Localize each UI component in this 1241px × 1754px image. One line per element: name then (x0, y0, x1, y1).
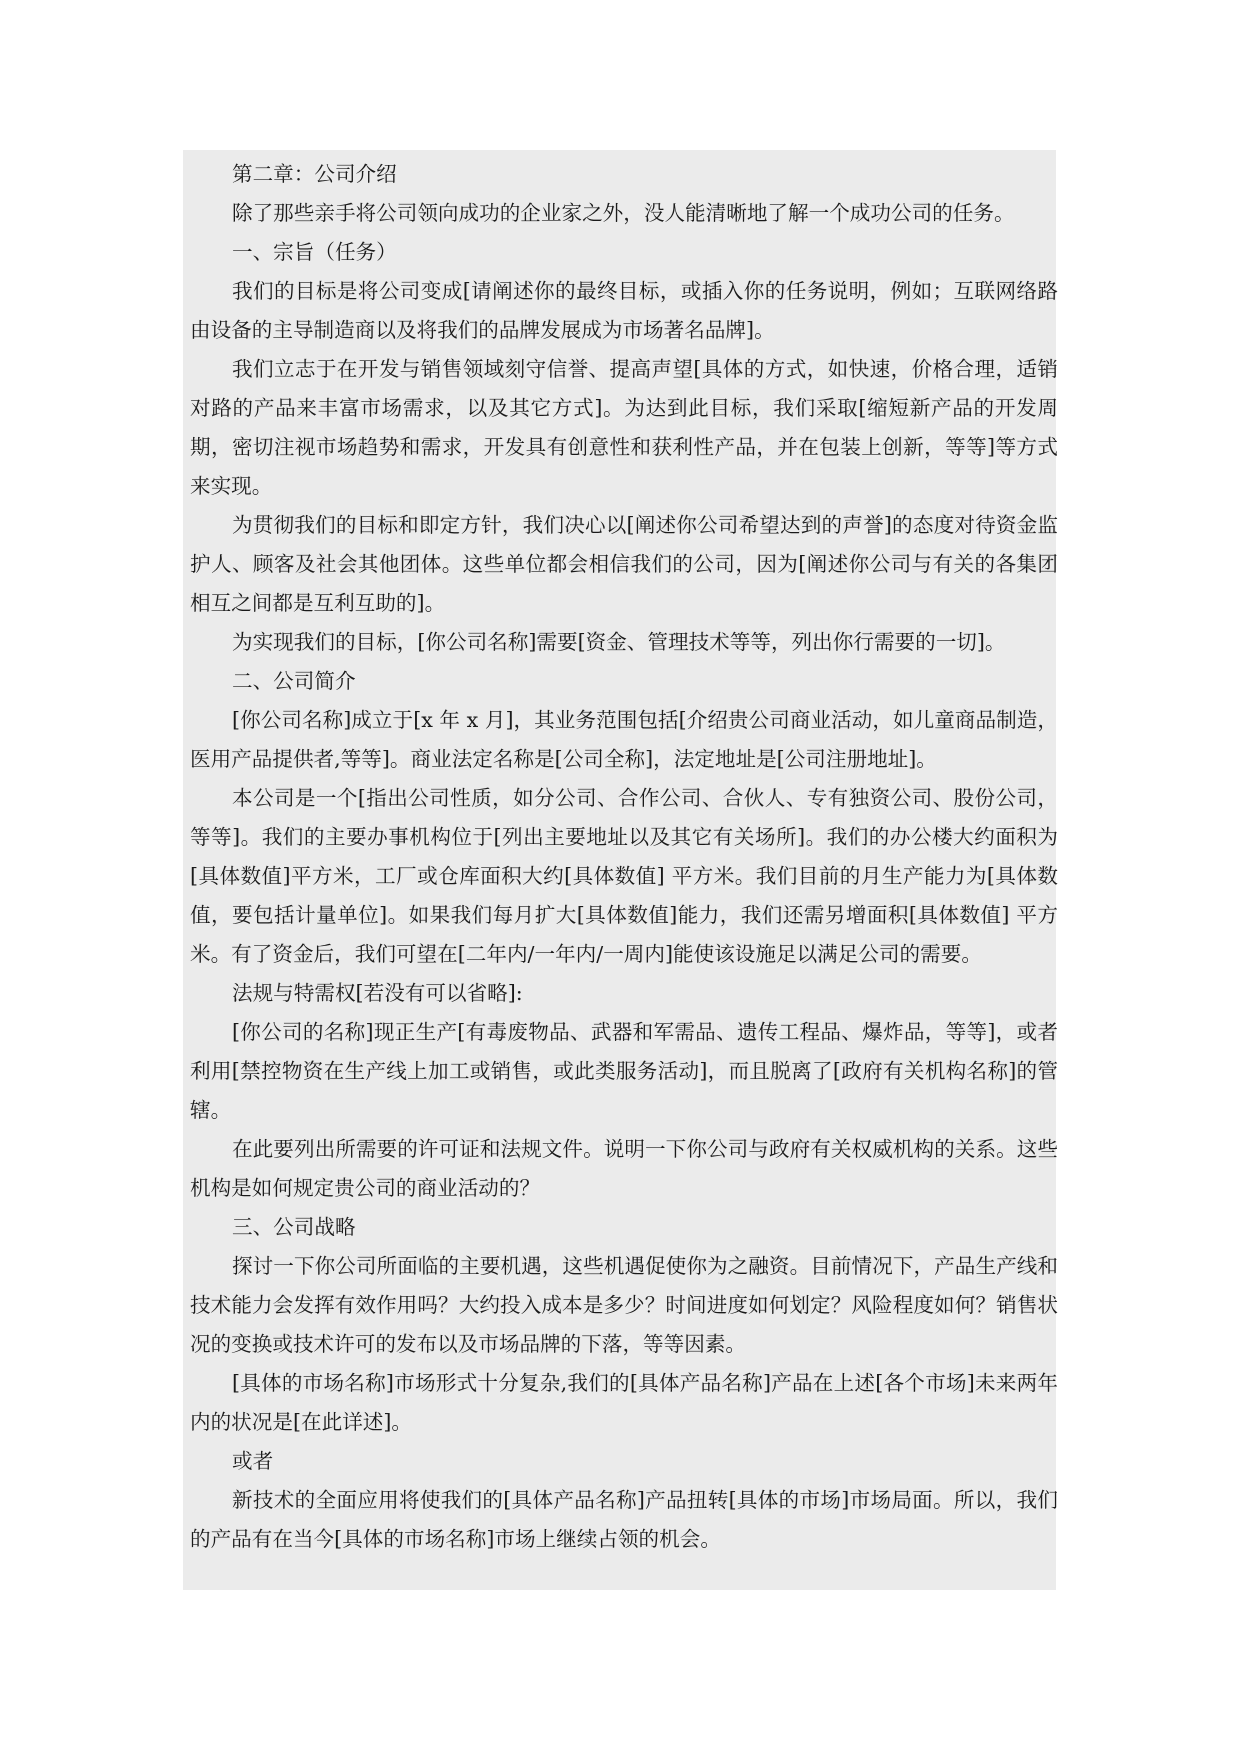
paragraph: 探讨一下你公司所面临的主要机遇，这些机遇促使你为之融资。目前情况下，产品生产线和技术能力会发挥有效作用吗？大约投入成本是多少？时间进度如何划定？风险程度如何？销售状况的变换或技术许可的发布以及市场品牌的下落，等等因素。 (190, 1254, 1058, 1356)
paragraph-or: 或者 (232, 1449, 274, 1473)
section-heading-profile: 二、公司简介 (232, 669, 356, 693)
paragraph: 为实现我们的目标，[你公司名称]需要[资金、管理技术等等，列出你行需要的一切]。 (232, 630, 1006, 654)
subheading-regulations: 法规与特需权[若没有可以省略]: (232, 981, 523, 1005)
paragraph: [你公司的名称]现正生产[有毒废物品、武器和军需品、遗传工程品、爆炸品，等等]，或者利用[禁控物资在生产线上加工或销售，或此类服务活动]，而且脱离了[政府有关机构名称]的管辖。 (190, 1020, 1058, 1122)
paragraph: 新技术的全面应用将使我们的[具体产品名称]产品扭转[具体的市场]市场局面。所以，我们的产品有在当今[具体的市场名称]市场上继续占领的机会。 (190, 1488, 1058, 1551)
paragraph: 本公司是一个[指出公司性质，如分公司、合作公司、合伙人、专有独资公司、股份公司，等等]。我们的主要办事机构位于[列出主要地址以及其它有关场所]。我们的办公楼大约面积为[具体数值]平方米，工厂或仓库面积大约[具体数值] 平方米。我们目前的月生产能力为[具体数值，要包括计量单位]。如果我们每月扩大[具体数值]能力，我们还需另增面积[具体数值] 平方米。有了资金后，我们可望在[二年内/一年内/一周内]能使该设施足以满足公司的需要。 (190, 786, 1058, 966)
paragraph: 我们的目标是将公司变成[请阐述你的最终目标，或插入你的任务说明，例如；互联网络路由设备的主导制造商以及将我们的品牌发展成为市场著名品牌]。 (190, 279, 1058, 342)
paragraph: [你公司名称]成立于[x 年 x 月]，其业务范围包括[介绍贵公司商业活动，如儿童商品制造，医用产品提供者,等等]。商业法定名称是[公司全称]，法定地址是[公司注册地址]。 (190, 708, 1058, 771)
paragraph: 在此要列出所需要的许可证和法规文件。说明一下你公司与政府有关权威机构的关系。这些机构是如何规定贵公司的商业活动的？ (190, 1137, 1058, 1200)
paragraph: 为贯彻我们的目标和即定方针，我们决心以[阐述你公司希望达到的声誉]的态度对待资金监护人、顾客及社会其他团体。这些单位都会相信我们的公司，因为[阐述你公司与有关的各集团相互之间都是互利互助的]。 (190, 513, 1058, 615)
chapter-title: 第二章：公司介绍 (232, 162, 397, 186)
paragraph: [具体的市场名称]市场形式十分复杂,我们的[具体产品名称]产品在上述[各个市场]未来两年内的状况是[在此详述]。 (190, 1371, 1058, 1434)
intro-paragraph: 除了那些亲手将公司领向成功的企业家之外，没人能清晰地了解一个成功公司的任务。 (232, 201, 1015, 225)
paragraph: 我们立志于在开发与销售领域刻守信誉、提高声望[具体的方式，如快速，价格合理，适销对路的产品来丰富市场需求，以及其它方式]。为达到此目标，我们采取[缩短新产品的开发周期，密切注视市场趋势和需求，开发具有创意性和获利性产品，并在包装上创新，等等]等方式来实现。 (190, 357, 1058, 498)
section-heading-strategy: 三、公司战略 (232, 1215, 356, 1239)
section-heading-mission: 一、宗旨（任务） (232, 240, 397, 264)
document-body (190, 155, 1058, 1559)
